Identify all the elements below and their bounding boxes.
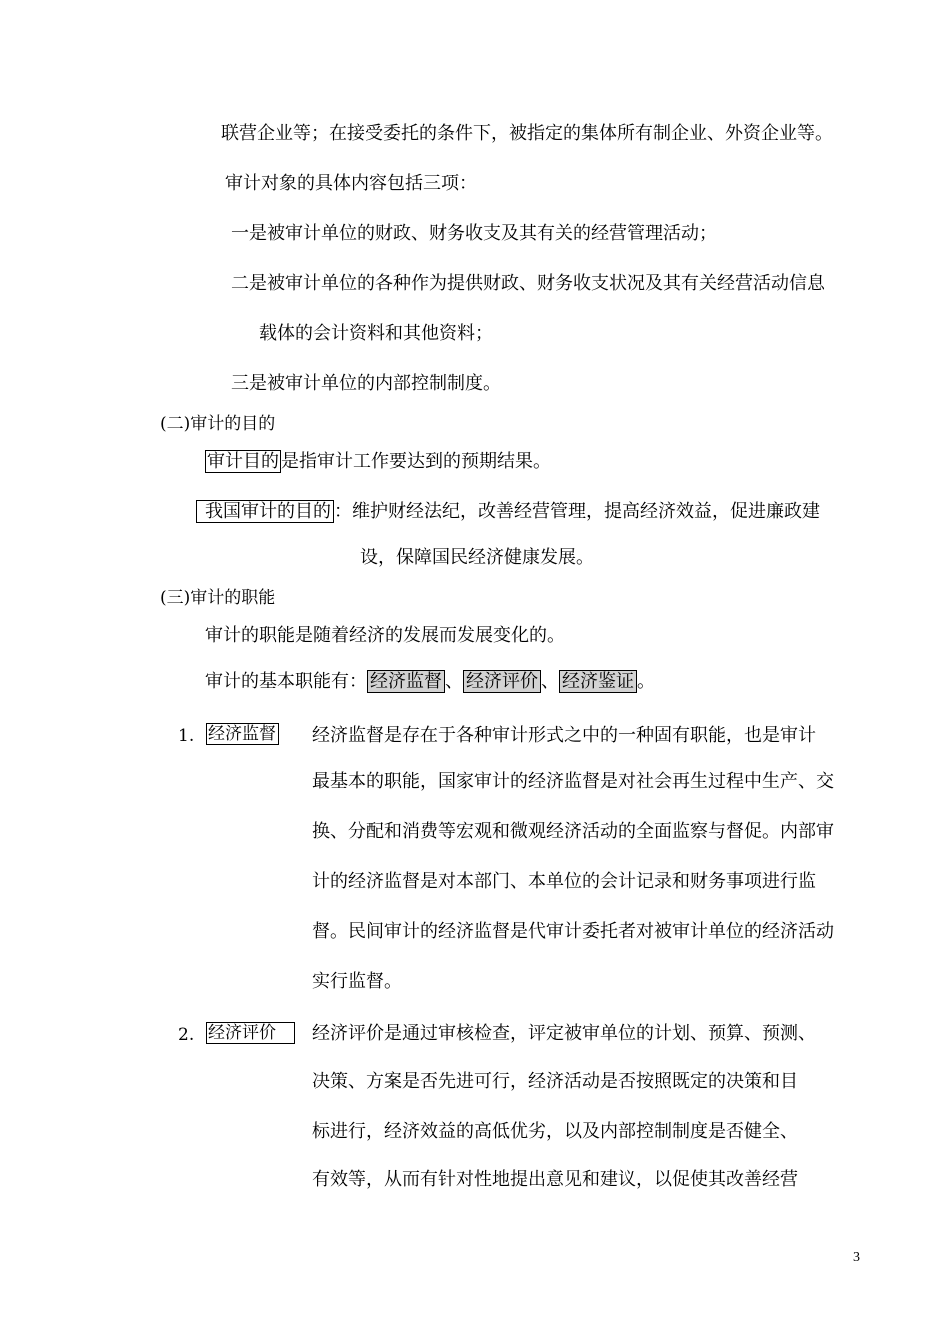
- paragraph-line: 实行监督。: [312, 971, 402, 992]
- function-tag: 经济鉴证: [559, 670, 637, 693]
- text-line: 设，保障国民经济健康发展。: [360, 547, 594, 568]
- term-box: 审计目的: [207, 451, 279, 472]
- text-line: 联营企业等；在接受委托的条件下，被指定的集体所有制企业、外资企业等。: [221, 123, 833, 144]
- separator: 。: [637, 671, 655, 692]
- paragraph-line: 计的经济监督是对本部门、本单位的会计记录和财务事项进行监: [312, 871, 816, 892]
- term-box: 我国审计的目的: [196, 500, 334, 523]
- text-line: 三是被审计单位的内部控制制度。: [231, 373, 501, 394]
- purpose-text: ：维护财经法纪，改善经营管理，提高经济效益，促进廉政建: [334, 501, 820, 522]
- text-line: 二是被审计单位的各种作为提供财政、财务收支状况及其有关经营活动信息: [231, 273, 825, 294]
- paragraph-line: 经济评价是通过审核检查，评定被审单位的计划、预算、预测、: [312, 1023, 816, 1044]
- paragraph-line: 督。民间审计的经济监督是代审计委托者对被审计单位的经济活动: [312, 921, 834, 942]
- term-box: 经济监督: [206, 723, 279, 745]
- paragraph-line: 最基本的职能，国家审计的经济监督是对社会再生过程中生产、交: [312, 771, 834, 792]
- section-heading: (二)审计的目的: [160, 414, 276, 434]
- item-number: 2.: [178, 1025, 195, 1045]
- function-tag: 经济监督: [367, 670, 445, 693]
- definition-line: [205, 450, 551, 474]
- item-number: 1.: [178, 726, 195, 746]
- function-tag: 经济评价: [463, 670, 541, 693]
- paragraph-line: 有效等，从而有针对性地提出意见和建议，以促使其改善经营: [312, 1169, 798, 1190]
- paragraph-line: 标进行，经济效益的高低优劣，以及内部控制制度是否健全、: [312, 1121, 798, 1142]
- separator: 、: [445, 671, 463, 692]
- page-number: 3: [853, 1250, 860, 1265]
- paragraph-line: 经济监督是存在于各种审计形式之中的一种固有职能，也是审计: [312, 725, 816, 746]
- item-term: [206, 1021, 295, 1045]
- purpose-line: [196, 500, 820, 524]
- text-line: 一是被审计单位的财政、财务收支及其有关的经营管理活动；: [231, 223, 717, 244]
- text-line: 载体的会计资料和其他资料；: [259, 323, 493, 344]
- separator: 、: [541, 671, 559, 692]
- paragraph-line: 换、分配和消费等宏观和微观经济活动的全面监察与督促。内部审: [312, 821, 834, 842]
- term-box: 经济评价: [206, 1022, 295, 1044]
- paragraph-line: 决策、方案是否先进可行，经济活动是否按照既定的决策和目: [312, 1071, 798, 1092]
- section-heading: (三)审计的职能: [160, 588, 276, 608]
- functions-line: [205, 670, 655, 694]
- text-line: 审计对象的具体内容包括三项：: [225, 173, 477, 194]
- functions-prefix: 审计的基本职能有：: [205, 671, 367, 692]
- item-term: [206, 722, 279, 746]
- text-line: 审计的职能是随着经济的发展而发展变化的。: [205, 625, 565, 646]
- definition-text: 是指审计工作要达到的预期结果。: [281, 451, 551, 472]
